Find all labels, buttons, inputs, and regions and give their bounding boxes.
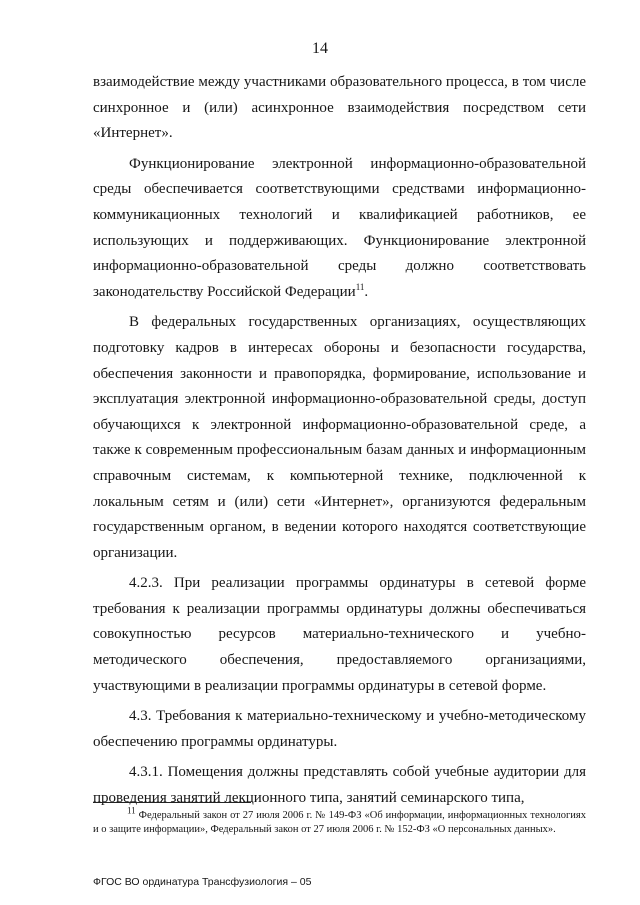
footnote-reference-suffix: . bbox=[364, 283, 369, 300]
paragraph-text: Функционирование электронной информационно-образовательной среды обеспечивается соответствующими средствами информационно-коммуникационных технологий и квалификацией работников, ее использующих и поддерживающих. Функционирование электронной информационно-образовательной среды должно соответствовать законодательству Российской Федерации bbox=[93, 155, 586, 300]
paragraph-continuation: взаимодействие между участниками образовательного процесса, в том числе синхронное и (или) асинхронное взаимодействия посредством сети «Интернет». bbox=[93, 74, 586, 142]
paragraph-4-2-3: 4.2.3. При реализации программы ординатуры в сетевой форме требования к реализации программы ординатуры должны обеспечиваться совокупностью ресурсов материально-технического и учебно-методического обеспечения, предоставляемого организациями, участвующими в реализации программы ординатуры в сетевой форме. bbox=[93, 575, 586, 694]
paragraph-federal-organizations: В федеральных государственных организациях, осуществляющих подготовку кадров в интересах обороны и безопасности государства, обеспечения законности и правопорядка, формирование, использование и эксплуатация электронной информационно-образовательной среды, доступ обучающихся к электронной информационно-образовательной среде, а также к современным профессиональным базам данных и информационным справочным системам, к компьютерной технике, подключенной к локальным сетям и (или) сети «Интернет», организуются федеральным государственным органом, в ведении которого находятся соответствующие организации. bbox=[93, 314, 586, 561]
footnote bbox=[93, 805, 586, 836]
footnote-number: 11 bbox=[127, 805, 136, 816]
page-footer: ФГОС ВО ординатура Трансфузиология – 05 bbox=[93, 876, 312, 888]
footnote-divider bbox=[93, 802, 251, 803]
page-number: 14 bbox=[312, 40, 328, 57]
paragraph-4-3-1: 4.3.1. Помещения должны представлять собой учебные аудитории для проведения занятий лекционного типа, занятий семинарского типа, bbox=[93, 764, 586, 807]
paragraph-eios-functioning bbox=[93, 152, 586, 306]
footnote-reference: 11 bbox=[355, 281, 365, 292]
paragraph-4-3: 4.3. Требования к материально-техническому и учебно-методическому обеспечению программы ординатуры. bbox=[93, 708, 586, 750]
document-body bbox=[93, 70, 586, 812]
footnote-text: Федеральный закон от 27 июля 2006 г. № 149-ФЗ «Об информации, информационных технологиях и о защите информации», Федеральный закон от 27 июля 2006 г. № 152-ФЗ «О персональных данных». bbox=[93, 810, 586, 835]
